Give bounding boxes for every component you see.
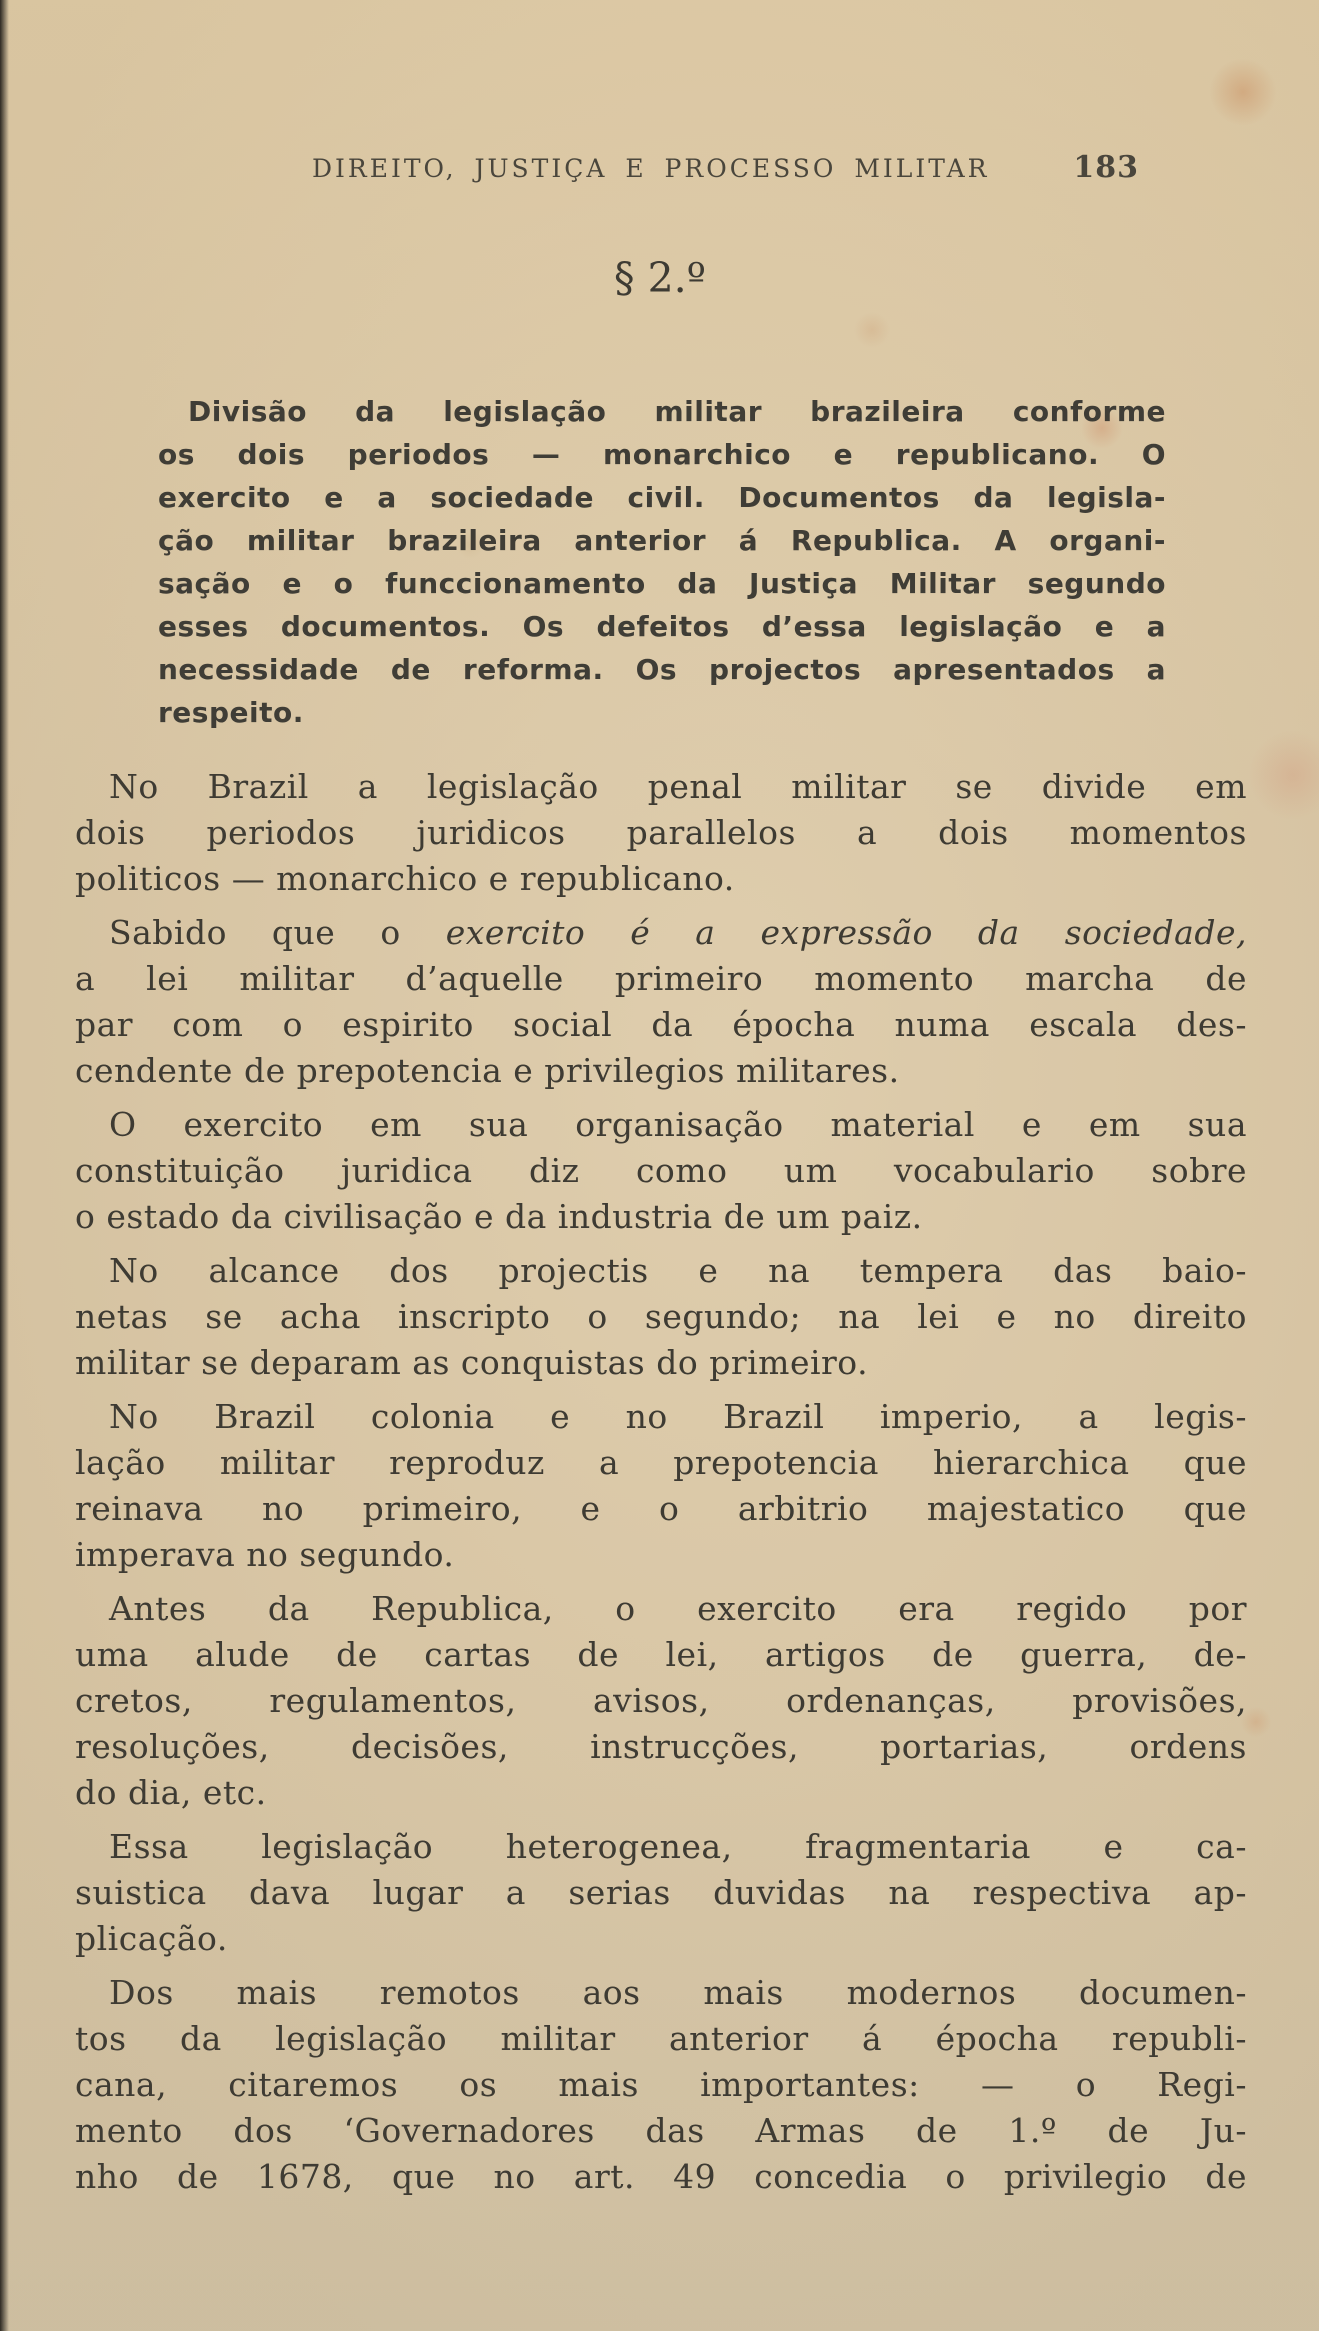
body-paragraph xyxy=(75,1248,1247,1386)
text-line: Sabido que o exercito é a expressão da sociedade, xyxy=(109,913,1248,952)
text-line: dois periodos juridicos parallelos a dois momentos xyxy=(75,813,1247,852)
text-line: nho de 1678, que no art. 49 concedia o privilegio de xyxy=(75,2157,1247,2196)
text-line: respeito. xyxy=(158,696,304,729)
text-line: par com o espirito social da épocha numa escala des- xyxy=(75,1005,1247,1044)
text-line: suistica dava lugar a serias duvidas na respectiva ap- xyxy=(75,1873,1247,1912)
text-line: sação e o funccionamento da Justiça Militar segundo xyxy=(158,567,1166,600)
text-line: cana, citaremos os mais importantes: — o Regi- xyxy=(75,2065,1247,2104)
text-line: os dois periodos — monarchico e republicano. O xyxy=(158,438,1166,471)
text-line: a lei militar d’aquelle primeiro momento marcha de xyxy=(75,959,1247,998)
text-line: cretos, regulamentos, avisos, ordenanças, provisões, xyxy=(75,1681,1247,1720)
text-line: tos da legislação militar anterior á épocha republi- xyxy=(75,2019,1247,2058)
text-line: necessidade de reforma. Os projectos apresentados a xyxy=(158,653,1166,686)
text-line: ção militar brazileira anterior á Republica. A organi- xyxy=(158,524,1166,557)
body-paragraph xyxy=(75,1970,1247,2200)
running-header xyxy=(312,150,1139,185)
section-heading: § 2.º xyxy=(614,254,706,302)
header-title: DIREITO, JUSTIÇA E PROCESSO MILITAR xyxy=(312,154,990,183)
text-line: Antes da Republica, o exercito era regido por xyxy=(109,1589,1247,1628)
text-line: do dia, etc. xyxy=(75,1773,267,1812)
text-line: reinava no primeiro, e o arbitrio majestatico que xyxy=(75,1489,1247,1528)
text-line: plicação. xyxy=(75,1919,228,1958)
body-paragraph xyxy=(75,1394,1247,1578)
text-line: resoluções, decisões, instrucções, portarias, ordens xyxy=(75,1727,1247,1766)
text-line: lação militar reproduz a prepotencia hierarchica que xyxy=(75,1443,1247,1482)
text-line: constituição juridica diz como um vocabulario sobre xyxy=(75,1151,1247,1190)
page-gutter-shadow xyxy=(0,0,9,2331)
body-paragraph xyxy=(75,1824,1247,1962)
text-line: netas se acha inscripto o segundo; na lei e no direito xyxy=(75,1297,1247,1336)
body-paragraph xyxy=(75,1102,1247,1240)
text-line: No alcance dos projectis e na tempera das baio- xyxy=(109,1251,1247,1290)
text-line: esses documentos. Os defeitos d’essa legislação e a xyxy=(158,610,1166,643)
text-line: uma alude de cartas de lei, artigos de guerra, de- xyxy=(75,1635,1247,1674)
body-text xyxy=(75,764,1247,2208)
body-paragraph xyxy=(75,764,1247,902)
text-line: imperava no segundo. xyxy=(75,1535,455,1574)
text-line: Essa legislação heterogenea, fragmentaria e ca- xyxy=(109,1827,1247,1866)
text-line: o estado da civilisação e da industria de um paiz. xyxy=(75,1197,923,1236)
text-line: Divisão da legislação militar brazileira conforme xyxy=(188,395,1166,428)
text-line: mento dos ‘Governadores das Armas de 1.º de Ju- xyxy=(75,2111,1247,2150)
text-line: militar se deparam as conquistas do primeiro. xyxy=(75,1343,869,1382)
body-paragraph xyxy=(75,1586,1247,1816)
text-line: No Brazil colonia e no Brazil imperio, a legis- xyxy=(109,1397,1247,1436)
text-line: Dos mais remotos aos mais modernos documen- xyxy=(109,1973,1247,2012)
text-line: No Brazil a legislação penal militar se divide em xyxy=(109,767,1247,806)
text-line: O exercito em sua organisação material e em sua xyxy=(109,1105,1247,1144)
text-line: politicos — monarchico e republicano. xyxy=(75,859,735,898)
body-paragraph xyxy=(75,910,1247,1094)
page-number: 183 xyxy=(1073,150,1139,185)
summary-paragraph xyxy=(158,390,1166,734)
text-line: cendente de prepotencia e privilegios militares. xyxy=(75,1051,900,1090)
text-line: exercito e a sociedade civil. Documentos da legisla- xyxy=(158,481,1166,514)
